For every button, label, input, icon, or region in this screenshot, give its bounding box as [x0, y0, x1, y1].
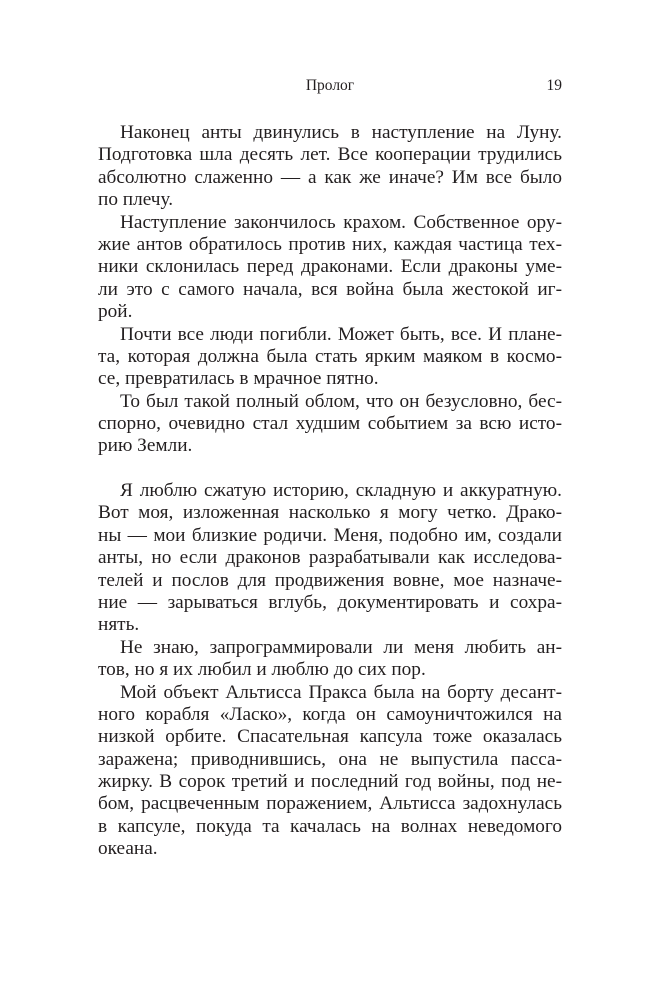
paragraph	[98, 480, 562, 637]
text-line: спорно, очевидно стал худшим событием за всю исто-	[98, 413, 562, 435]
paragraph	[98, 391, 562, 458]
text-line: в капсуле, покуда та качалась на волнах неведомого	[98, 815, 562, 837]
text-line: ли это с самого начала, вся война была жестокой иг-	[98, 278, 562, 300]
text-line: нять.	[98, 614, 140, 636]
text-line: жие антов обратилось против них, каждая частица тех-	[98, 233, 562, 255]
text-line: по плечу.	[98, 189, 174, 211]
text-line: низкой орбите. Спасательная капсула тоже оказалась	[98, 726, 562, 748]
text-line: тов, но я их любил и люблю до сих пор.	[98, 659, 426, 681]
text-line: Мой объект Альтисса Пракса была на борту десант-	[120, 681, 562, 703]
text-line: та, которая должна была стать ярким маяком в космо-	[98, 345, 562, 367]
text-line: абсолютно слаженно — а как же иначе? Им все было	[98, 166, 562, 188]
text-line: Подготовка шла десять лет. Все кооперации трудились	[98, 144, 562, 166]
text-line: се, превратилась в мрачное пятно.	[98, 368, 379, 390]
text-line: Вот моя, изложенная насколько я могу четко. Драко-	[98, 502, 562, 524]
text-line: Я люблю сжатую историю, складную и аккуратную.	[120, 480, 562, 501]
text-section-1	[98, 122, 562, 458]
chapter-title: Пролог	[305, 77, 355, 94]
text-section-2	[98, 480, 562, 861]
text-line: жирку. В сорок третий и последний год войны, под не-	[98, 771, 562, 793]
text-line: анты, но если драконов разрабатывали как исследова-	[98, 547, 562, 569]
text-line: Почти все люди погибли. Может быть, все. И плане-	[120, 323, 562, 345]
text-line: То был такой полный облом, что он безусловно, бес-	[120, 390, 562, 412]
text-line: рию Земли.	[98, 435, 193, 457]
running-header	[98, 77, 562, 99]
paragraph	[98, 637, 562, 682]
text-line: ники склонилась перед драконами. Если драконы уме-	[98, 256, 562, 278]
text-line: ного корабля «Ласко», когда он самоуничтожился на	[98, 703, 562, 725]
text-line: ние — зарываться вглубь, документировать и сохра-	[98, 591, 562, 613]
text-line: телей и послов для продвижения вовне, мое назначе-	[98, 569, 562, 591]
text-line: Наступление закончилось крахом. Собственное ору-	[120, 211, 562, 233]
text-line: бом, расцвеченным поражением, Альтисса задохнулась	[98, 793, 562, 815]
text-line: океана.	[98, 838, 158, 860]
text-line: рой.	[98, 301, 133, 323]
text-line: заражена; приводнившись, она не выпустила пасса-	[98, 748, 562, 770]
paragraph	[98, 682, 562, 861]
page-number: 19	[546, 77, 562, 94]
paragraph	[98, 324, 562, 391]
text-line: ны — мои близкие родичи. Меня, подобно им, создали	[98, 524, 562, 546]
paragraph	[98, 212, 562, 324]
text-line: Не знаю, запрограммировали ли меня любить ан-	[120, 636, 562, 658]
paragraph	[98, 122, 562, 212]
text-line: Наконец анты двинулись в наступление на Луну.	[120, 122, 562, 143]
